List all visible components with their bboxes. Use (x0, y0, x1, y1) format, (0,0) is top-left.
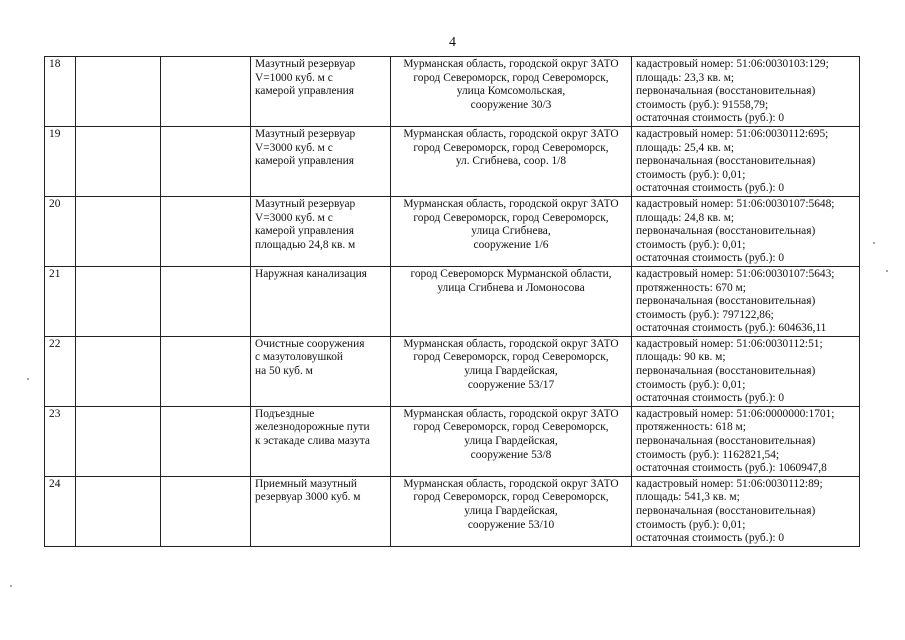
address-line: сооружение 30/3 (470, 98, 552, 111)
details-line: кадастровый номер: 51:06:0030112:51; (636, 337, 823, 350)
table-row (45, 266, 860, 336)
empty-cell (76, 126, 161, 196)
object-name-line: с мазутоловушкой (255, 351, 343, 364)
address-line: город Североморск Мурманской области, (410, 267, 612, 280)
table-row (45, 336, 860, 406)
object-name-line: Мазутный резервуар (255, 197, 356, 210)
object-name-cell (251, 336, 391, 406)
scan-speck (10, 585, 12, 587)
row-number-cell (45, 196, 76, 266)
row-number-cell (45, 336, 76, 406)
details-line: первоначальная (восстановительная) (636, 295, 816, 308)
details-line: остаточная стоимость (руб.): 0 (636, 112, 785, 125)
row-number-cell (45, 406, 76, 476)
address-line: Мурманская область, городской округ ЗАТО (403, 407, 619, 420)
details-line: первоначальная (восстановительная) (636, 435, 816, 448)
row-number: 24 (49, 477, 61, 490)
row-number: 18 (49, 58, 61, 70)
table-row (45, 126, 860, 196)
details-line: кадастровый номер: 51:06:0000000:1701; (636, 407, 835, 420)
address-line: город Североморск, город Североморск, (413, 351, 609, 364)
details-line: протяженность: 670 м; (636, 281, 746, 294)
details-cell (632, 476, 860, 546)
empty-cell (161, 126, 251, 196)
object-name-line: Мазутный резервуар (255, 58, 356, 70)
address-line: Мурманская область, городской округ ЗАТО (403, 127, 619, 140)
object-name-line: железнодорожные пути (255, 421, 370, 434)
object-name-cell (251, 126, 391, 196)
address-line: улица Сгибнева, (471, 225, 551, 238)
address-line: сооружение 53/10 (467, 518, 555, 531)
details-cell (632, 196, 860, 266)
empty-cell (161, 476, 251, 546)
address-cell (391, 476, 632, 546)
object-name-line: Очистные сооружения (255, 337, 365, 350)
empty-cell (161, 266, 251, 336)
details-line: площадь: 541,3 кв. м; (636, 491, 740, 504)
object-name-line: к эстакаде слива мазута (255, 435, 370, 448)
table-row (45, 196, 860, 266)
address-line: сооружение 53/17 (467, 378, 555, 391)
row-number: 23 (49, 407, 61, 420)
row-number-cell (45, 476, 76, 546)
address-line: улица Сгибнева и Ломоносова (437, 281, 585, 294)
details-cell (632, 266, 860, 336)
scan-speck (873, 242, 875, 244)
object-name-cell (251, 196, 391, 266)
details-line: стоимость (руб.): 0,01; (636, 168, 746, 181)
empty-cell (161, 336, 251, 406)
property-registry-table (44, 56, 860, 547)
details-line: остаточная стоимость (руб.): 0 (636, 182, 785, 195)
details-line: кадастровый номер: 51:06:0030112:695; (636, 127, 829, 140)
address-line: сооружение 53/8 (470, 448, 552, 461)
address-line: город Североморск, город Североморск, (413, 421, 609, 434)
address-cell (391, 196, 632, 266)
details-line: первоначальная (восстановительная) (636, 505, 816, 517)
details-line: первоначальная (восстановительная) (636, 85, 816, 98)
details-line: площадь: 23,3 кв. м; (636, 71, 735, 84)
row-number: 22 (49, 337, 61, 350)
address-line: сооружение 1/6 (473, 238, 549, 251)
object-name-line: камерой управления (255, 225, 354, 238)
details-cell (632, 57, 860, 127)
address-cell (391, 57, 632, 127)
details-line: площадь: 90 кв. м; (636, 351, 726, 364)
details-line: стоимость (руб.): 797122,86; (636, 308, 774, 321)
object-name-line: Мазутный резервуар (255, 127, 356, 140)
object-name-line: площадью 24,8 кв. м (255, 238, 356, 251)
object-name-cell (251, 476, 391, 546)
empty-cell (161, 406, 251, 476)
empty-cell (76, 57, 161, 127)
address-cell (391, 266, 632, 336)
row-number-cell (45, 57, 76, 127)
address-line: улица Гвардейская, (464, 435, 558, 448)
details-line: стоимость (руб.): 0,01; (636, 378, 746, 391)
address-line: Мурманская область, городской округ ЗАТО (403, 58, 619, 70)
row-number-cell (45, 126, 76, 196)
object-name-line: на 50 куб. м (255, 365, 313, 378)
details-line: кадастровый номер: 51:06:0030112:89; (636, 477, 823, 490)
details-line: остаточная стоимость (руб.): 0 (636, 392, 785, 405)
object-name-line: камерой управления (255, 155, 354, 168)
scan-speck (27, 378, 29, 380)
row-number: 21 (49, 267, 61, 280)
address-line: ул. Сгибнева, соор. 1/8 (455, 155, 567, 168)
details-line: кадастровый номер: 51:06:0030103:129; (636, 58, 829, 70)
object-name-cell (251, 406, 391, 476)
details-cell (632, 406, 860, 476)
address-line: Мурманская область, городской округ ЗАТО (403, 477, 619, 490)
details-line: протяженность: 618 м; (636, 421, 746, 434)
details-line: стоимость (руб.): 91558,79; (636, 98, 769, 111)
empty-cell (76, 406, 161, 476)
address-cell (391, 336, 632, 406)
details-line: первоначальная (восстановительная) (636, 225, 816, 238)
details-line: первоначальная (восстановительная) (636, 155, 816, 168)
object-name-line: V=3000 куб. м с (255, 141, 333, 154)
address-line: улица Гвардейская, (464, 505, 558, 517)
scan-speck (886, 270, 888, 272)
details-line: остаточная стоимость (руб.): 0 (636, 252, 785, 265)
details-cell (632, 336, 860, 406)
address-cell (391, 406, 632, 476)
address-line: город Североморск, город Североморск, (413, 211, 609, 224)
table-row (45, 57, 860, 127)
object-name-cell (251, 57, 391, 127)
object-name-line: камерой управления (255, 85, 354, 98)
empty-cell (161, 57, 251, 127)
object-name-line: резервуар 3000 куб. м (255, 491, 361, 504)
empty-cell (76, 266, 161, 336)
object-name-line: Приемный мазутный (255, 477, 357, 490)
details-line: остаточная стоимость (руб.): 1060947,8 (636, 462, 827, 475)
details-cell (632, 126, 860, 196)
object-name-cell (251, 266, 391, 336)
details-line: площадь: 25,4 кв. м; (636, 141, 735, 154)
object-name-line: V=3000 куб. м с (255, 211, 333, 224)
address-cell (391, 126, 632, 196)
details-line: первоначальная (восстановительная) (636, 365, 816, 378)
table-row (45, 406, 860, 476)
address-line: город Североморск, город Североморск, (413, 71, 609, 84)
registry-table-body (45, 57, 860, 547)
object-name-line: V=1000 куб. м с (255, 71, 333, 84)
empty-cell (161, 196, 251, 266)
row-number: 19 (49, 127, 61, 140)
row-number: 20 (49, 197, 61, 210)
table-row (45, 476, 860, 546)
address-line: город Североморск, город Североморск, (413, 141, 609, 154)
page-number: 4 (449, 35, 456, 50)
details-line: площадь: 24,8 кв. м; (636, 211, 735, 224)
details-line: остаточная стоимость (руб.): 604636,11 (636, 322, 827, 335)
address-line: Мурманская область, городской округ ЗАТО (403, 337, 619, 350)
empty-cell (76, 336, 161, 406)
address-line: город Североморск, город Североморск, (413, 491, 609, 504)
row-number-cell (45, 266, 76, 336)
details-line: стоимость (руб.): 0,01; (636, 238, 746, 251)
address-line: улица Гвардейская, (464, 365, 558, 378)
object-name-line: Наружная канализация (255, 267, 367, 280)
empty-cell (76, 476, 161, 546)
details-line: стоимость (руб.): 1162821,54; (636, 448, 780, 461)
address-line: улица Комсомольская, (456, 85, 566, 98)
details-line: стоимость (руб.): 0,01; (636, 518, 746, 531)
details-line: кадастровый номер: 51:06:0030107:5643; (636, 267, 835, 280)
empty-cell (76, 196, 161, 266)
details-line: остаточная стоимость (руб.): 0 (636, 532, 785, 545)
object-name-line: Подъездные (255, 407, 315, 420)
address-line: Мурманская область, городской округ ЗАТО (403, 197, 619, 210)
details-line: кадастровый номер: 51:06:0030107:5648; (636, 197, 835, 210)
